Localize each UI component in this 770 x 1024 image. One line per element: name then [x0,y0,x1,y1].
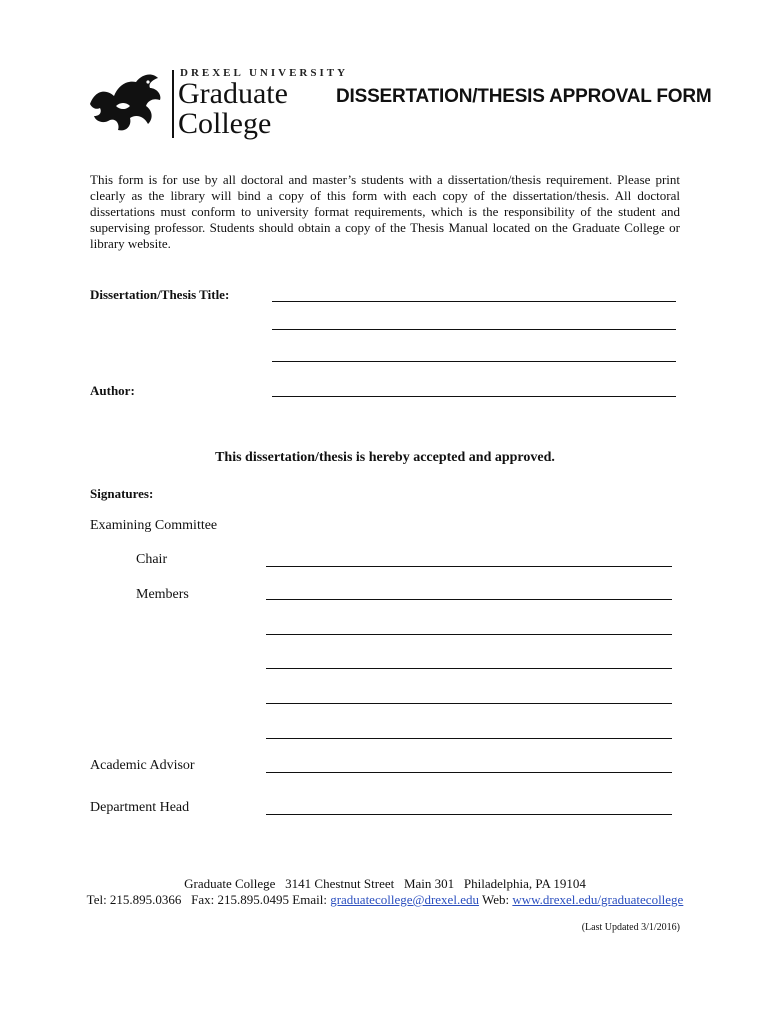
chair-label: Chair [136,552,168,567]
college-name-line1: Graduate [178,77,288,110]
footer-tel-fax: Tel: 215.895.0366 Fax: 215.895.0495 Email: [86,892,331,907]
last-updated: (Last Updated 3/1/2016) [581,922,680,933]
member-signature-line-2[interactable] [266,634,672,635]
signatures-heading: Signatures: [90,486,154,501]
college-name-line2: College [178,107,272,140]
drexel-dragon-logo-icon [86,66,166,136]
intro-paragraph: This form is for use by all doctoral and master’s students with a dissertation/thesis requirement. Please print clearly as the library will bind a copy of this form with each copy of the dissertation/thesis. All doctoral dissertations must conform to university format requirements, which is the responsibility of the student and supervising professor. Students should obtain a copy of the Thesis Manual located on the Graduate College or library website. [90,172,680,251]
form-title: DISSERTATION/THESIS APPROVAL FORM [336,86,712,107]
advisor-signature-line[interactable] [266,772,672,773]
title-line-2[interactable] [272,329,676,330]
title-label: Dissertation/Thesis Title: [90,287,230,302]
author-label: Author: [90,383,135,398]
member-signature-line-3[interactable] [266,668,672,669]
department-head-signature-line[interactable] [266,814,672,815]
advisor-label: Academic Advisor [90,758,195,773]
author-line[interactable] [272,396,676,397]
footer-web-label: Web: [478,892,513,907]
website-link[interactable]: www.drexel.edu/graduatecollege [512,892,684,907]
footer-address: Graduate College 3141 Chestnut Street Main 301 Philadelphia, PA 19104 [184,876,586,891]
member-signature-line-4[interactable] [266,703,672,704]
department-head-label: Department Head [90,800,190,815]
member-signature-line-1[interactable] [266,599,672,600]
approval-statement: This dissertation/thesis is hereby accepted and approved. [215,450,555,465]
members-label: Members [136,587,189,602]
title-line-3[interactable] [272,361,676,362]
title-line-1[interactable] [272,301,676,302]
footer-contact [0,892,770,908]
chair-signature-line[interactable] [266,566,672,567]
email-link[interactable]: graduatecollege@drexel.edu [330,892,479,907]
logo-divider [172,70,174,138]
university-name: DREXEL UNIVERSITY [180,67,349,79]
committee-heading: Examining Committee [90,518,218,533]
member-signature-line-5[interactable] [266,738,672,739]
